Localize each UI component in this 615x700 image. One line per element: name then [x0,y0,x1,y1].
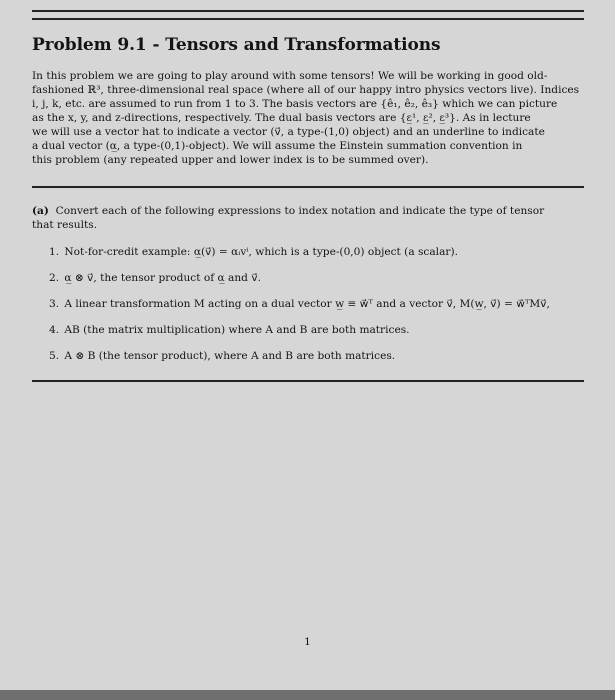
problem-title: Problem 9.1 - Tensors and Transformations [32,35,441,55]
item-text: α̲ ⊗ v⃗, the tensor product of α̲ and v⃗. [64,272,261,284]
bottom-rule [32,380,584,382]
top-rule-second [32,18,584,20]
section-rule [32,186,584,188]
list-item [49,349,395,363]
list-item [49,271,261,285]
intro-paragraph [32,69,587,167]
part-a-line: that results. [32,219,98,231]
intro-line: In this problem we are going to play around with some tensors! We will be working in good old- [32,70,548,82]
item-number: 5. [49,350,60,362]
intro-line: this problem (any repeated upper and lower index is to be summed over). [32,154,429,166]
item-text: A ⊗ B (the tensor product), where A and B are both matrices. [64,350,396,362]
list-item [49,245,458,259]
item-text: Not-for-credit example: α̲(v⃗) = αᵢvⁱ, which is a type-(0,0) object (a scalar). [64,246,458,258]
list-item [49,297,550,311]
top-rule [32,10,584,12]
part-a-prompt [32,204,587,232]
intro-line: as the x, y, and z-directions, respectively. The dual basis vectors are {ε̲¹, ε̲², ε̲³}. As in lecture [32,112,531,124]
intro-line: i, j, k, etc. are assumed to run from 1 to 3. The basis vectors are {ê₁, ê₂, ê₃} which we can picture [32,98,558,110]
viewer-bottom-bar [0,690,615,700]
item-text: A linear transformation M acting on a dual vector w̲ ≡ w⃗ᵀ and a vector v⃗, M(w̲, v⃗) = w⃗ᵀMv⃗, [64,298,550,310]
part-a-label: (a) [32,205,49,217]
item-number: 2. [49,272,60,284]
item-number: 4. [49,324,60,336]
part-a-line: Convert each of the following expressions to index notation and indicate the type of tensor [55,205,545,217]
item-number: 3. [49,298,60,310]
list-item [49,323,410,337]
intro-line: fashioned ℝ³, three-dimensional real space (where all of our happy intro physics vectors live). Indices [32,84,580,96]
intro-line: we will use a vector hat to indicate a vector (v⃗, a type-(1,0) object) and an underline to indicate [32,126,545,138]
item-text: AB (the matrix multiplication) where A and B are both matrices. [64,324,410,336]
item-number: 1. [49,246,60,258]
intro-line: a dual vector (α̲, a type-(0,1)-object). We will assume the Einstein summation convention in [32,140,523,152]
page-number: 1 [304,636,311,648]
